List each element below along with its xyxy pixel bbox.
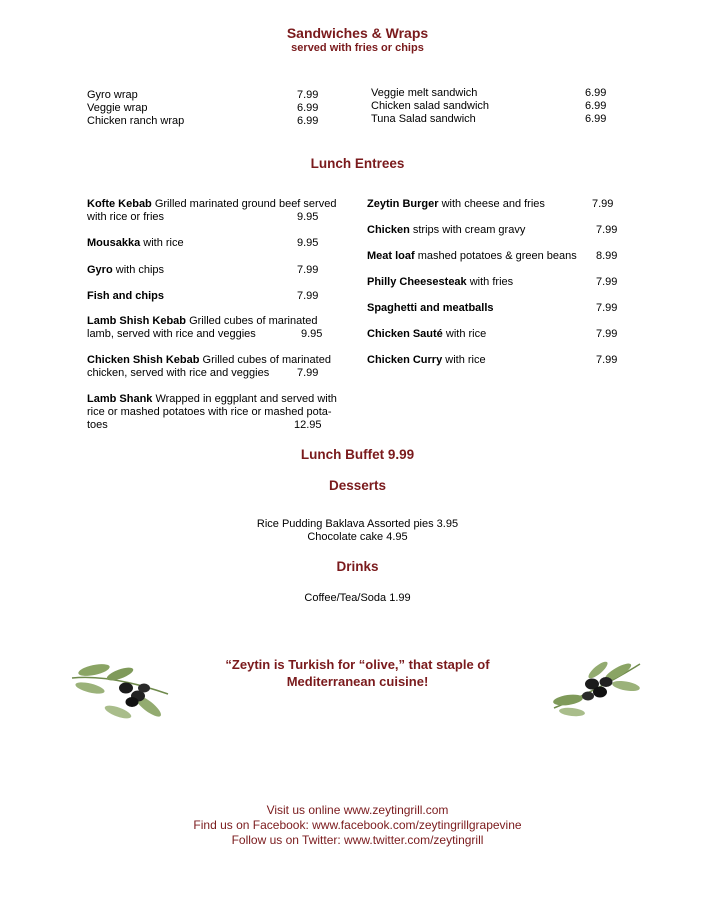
list-item: Gyro wrap: [87, 89, 138, 101]
dish-description: strips with cream gravy: [409, 224, 526, 236]
item-price: 7.99: [297, 367, 319, 379]
dish-name: Spaghetti and meatballs: [367, 302, 494, 314]
drinks-line: Coffee/Tea/Soda 1.99: [304, 592, 411, 604]
item-price: 8.99: [596, 250, 618, 262]
dish-description: Grilled cubes of marinated: [199, 354, 331, 366]
dish-description: chicken, served with rice and veggies: [87, 367, 270, 379]
list-item: [87, 393, 367, 406]
dish-description: Wrapped in eggplant and served with: [152, 393, 337, 405]
item-price: 7.99: [596, 328, 618, 340]
item-price: 7.99: [297, 290, 319, 302]
dish-description: with rice: [140, 237, 184, 249]
dish-description: with rice: [442, 328, 487, 340]
dish-name: Chicken Curry: [367, 354, 443, 366]
dish-description: with chips: [112, 264, 165, 276]
item-price: 7.99: [596, 302, 618, 314]
footer-website[interactable]: Visit us online www.zeytingrill.com: [266, 803, 449, 817]
dish-name: Zeytin Burger: [367, 198, 439, 210]
item-price: 12.95: [294, 419, 322, 431]
dish-description: mashed potatoes & green beans: [414, 250, 577, 262]
list-item: [367, 354, 486, 367]
item-price: 9.95: [301, 328, 323, 340]
dish-name: Kofte Kebab: [87, 198, 152, 210]
list-item: Tuna Salad sandwich: [371, 113, 476, 125]
list-item: [87, 237, 184, 250]
dish-name: Mousakka: [87, 237, 141, 249]
page-title: Sandwiches & Wraps: [286, 25, 429, 41]
list-item: [87, 315, 367, 328]
page-subtitle: served with fries or chips: [291, 42, 424, 54]
list-item: [367, 198, 545, 211]
dish-name: Lamb Shank: [87, 393, 153, 405]
item-price: 7.99: [596, 354, 618, 366]
footer-facebook[interactable]: Find us on Facebook: www.facebook.com/zeytingrillgrapevine: [193, 818, 522, 832]
quote-line: Mediterranean cuisine!: [286, 674, 429, 689]
dish-name: Lamb Shish Kebab: [87, 315, 187, 327]
dish-name: Chicken Shish Kebab: [87, 354, 200, 366]
list-item: [87, 264, 164, 277]
dish-description: toes: [87, 419, 108, 431]
dish-description: with cheese and fries: [438, 198, 545, 210]
list-item: Chicken salad sandwich: [371, 100, 490, 112]
item-price: 7.99: [596, 224, 618, 236]
section-title-lunch-entrees: Lunch Entrees: [310, 156, 405, 171]
desserts-line: Rice Pudding Baklava Assorted pies 3.95: [256, 518, 459, 530]
item-price: 9.95: [297, 237, 319, 249]
section-title-desserts: Desserts: [328, 478, 387, 493]
list-item: [87, 354, 367, 367]
dish-name: Gyro: [87, 264, 113, 276]
list-item: Chicken ranch wrap: [87, 115, 185, 127]
item-price: 6.99: [297, 102, 319, 114]
dish-name: Chicken: [367, 224, 410, 236]
item-price: 6.99: [297, 115, 319, 127]
item-price: 7.99: [297, 264, 319, 276]
dish-description: with rice: [442, 354, 486, 366]
quote-line: “Zeytin is Turkish for “olive,” that staple of: [225, 657, 490, 672]
item-price: 6.99: [585, 87, 607, 99]
dish-description: with rice or fries: [87, 211, 165, 223]
item-price: 6.99: [585, 100, 607, 112]
dish-description: lamb, served with rice and veggies: [87, 328, 256, 340]
list-item: [367, 224, 525, 237]
list-item: [87, 198, 367, 211]
list-item: [367, 276, 513, 289]
item-price: 7.99: [596, 276, 618, 288]
dish-description: with fries: [466, 276, 514, 288]
item-price: 7.99: [592, 198, 614, 210]
list-item: [87, 290, 164, 303]
dish-name: Philly Cheesesteak: [367, 276, 467, 288]
footer-twitter[interactable]: Follow us on Twitter: www.twitter.com/zeytingrill: [231, 833, 484, 847]
list-item: [367, 250, 577, 263]
dish-description: Grilled marinated ground beef served: [151, 198, 337, 210]
dish-name: Fish and chips: [87, 290, 165, 302]
dish-description: rice or mashed potatoes with rice or mashed pota-: [87, 406, 332, 418]
dish-name: Chicken Sauté: [367, 328, 443, 340]
item-price: 6.99: [585, 113, 607, 125]
item-price: 7.99: [297, 89, 319, 101]
dish-description: Grilled cubes of marinated: [186, 315, 318, 327]
list-item: [367, 328, 486, 341]
list-item: Veggie wrap: [87, 102, 148, 114]
section-title-drinks: Drinks: [336, 559, 379, 574]
list-item: Veggie melt sandwich: [371, 87, 478, 99]
dish-name: Meat loaf: [367, 250, 415, 262]
desserts-line: Chocolate cake 4.95: [307, 531, 408, 543]
lunch-buffet: Lunch Buffet 9.99: [300, 447, 415, 462]
item-price: 9.95: [297, 211, 319, 223]
list-item: [367, 302, 494, 315]
